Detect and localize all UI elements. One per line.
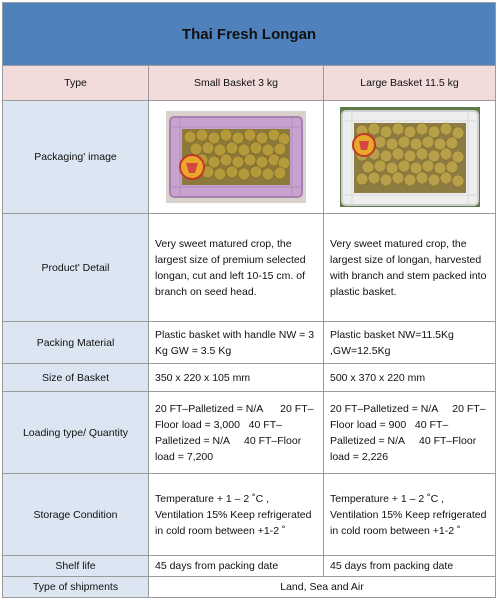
shipments-label: Type of shipments	[3, 577, 149, 598]
shelf-life-label: Shelf life	[3, 556, 149, 577]
large-basket-photo	[340, 107, 480, 207]
shelf-life-row	[3, 556, 496, 577]
packaging-image-row	[3, 101, 496, 214]
shipments-row	[3, 577, 496, 598]
size-of-basket-large: 500 x 370 x 220 mm	[324, 364, 496, 392]
packing-material-small: Plastic basket with handle NW = 3 Kg GW = 3.5 Kg	[149, 322, 324, 364]
loading-small: 20 FT–Palletized = N/A 20 FT–Floor load = 3,000 40 FT–Palletized = N/A 40 FT–Floor load = 7,200	[149, 392, 324, 474]
loading-row	[3, 392, 496, 474]
shelf-life-small: 45 days from packing date	[149, 556, 324, 577]
storage-large: Temperature + 1 – 2 ˚C , Ventilation 15% Keep refrigerated in cold room between +1-2 ˚	[324, 474, 496, 556]
header-large-basket: Large Basket 11.5 kg	[324, 66, 496, 101]
large-basket-photo-cell	[324, 101, 496, 214]
product-detail-small: Very sweet matured crop, the largest size of premium selected longan, cut and left 10-15 cm. of branch on seed head.	[149, 214, 324, 322]
header-type: Type	[3, 66, 149, 101]
table-title: Thai Fresh Longan	[3, 3, 496, 66]
storage-row	[3, 474, 496, 556]
packing-material-row	[3, 322, 496, 364]
size-of-basket-row	[3, 364, 496, 392]
product-detail-row	[3, 214, 496, 322]
packing-material-large: Plastic basket NW=11.5Kg ,GW=12.5Kg	[324, 322, 496, 364]
product-detail-large: Very sweet matured crop, the largest size of longan, harvested with branch and stem packed into plastic basket.	[324, 214, 496, 322]
shipments-value: Land, Sea and Air	[149, 577, 496, 598]
product-detail-label: Product' Detail	[3, 214, 149, 322]
size-of-basket-label: Size of Basket	[3, 364, 149, 392]
storage-small: Temperature + 1 – 2 ˚C , Ventilation 15% Keep refrigerated in cold room between +1-2 ˚	[149, 474, 324, 556]
size-of-basket-small: 350 x 220 x 105 mm	[149, 364, 324, 392]
loading-label: Loading type/ Quantity	[3, 392, 149, 474]
small-basket-photo-cell	[149, 101, 324, 214]
packaging-image-label: Packaging' image	[3, 101, 149, 214]
packing-material-label: Packing Material	[3, 322, 149, 364]
small-basket-photo	[166, 111, 306, 203]
header-small-basket: Small Basket 3 kg	[149, 66, 324, 101]
longan-spec-table	[2, 2, 496, 598]
storage-label: Storage Condition	[3, 474, 149, 556]
header-row	[3, 66, 496, 101]
loading-large: 20 FT–Palletized = N/A 20 FT–Floor load = 900 40 FT–Palletized = N/A 40 FT–Floor load = 2,226	[324, 392, 496, 474]
shelf-life-large: 45 days from packing date	[324, 556, 496, 577]
